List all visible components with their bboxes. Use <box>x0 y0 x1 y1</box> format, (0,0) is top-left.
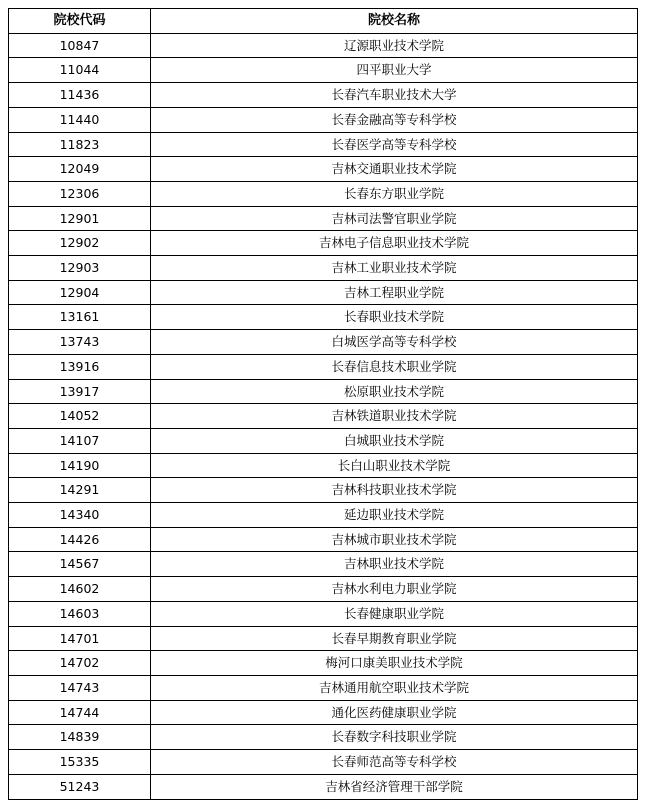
table-row <box>9 725 638 750</box>
table-row <box>9 774 638 799</box>
school-name-cell: 吉林通用航空职业技术学院 <box>151 675 638 700</box>
school-code-cell: 12904 <box>9 280 151 305</box>
school-code-cell: 12306 <box>9 181 151 206</box>
school-code-cell: 13916 <box>9 354 151 379</box>
school-name-cell: 吉林工业职业技术学院 <box>151 256 638 281</box>
table-row <box>9 404 638 429</box>
school-code-cell: 14839 <box>9 725 151 750</box>
school-name-cell: 长春师范高等专科学校 <box>151 750 638 775</box>
table-row <box>9 700 638 725</box>
school-code-cell: 14107 <box>9 428 151 453</box>
school-name-cell: 白城医学高等专科学校 <box>151 330 638 355</box>
school-code-cell: 13161 <box>9 305 151 330</box>
table-row <box>9 132 638 157</box>
table-row <box>9 256 638 281</box>
table-row <box>9 750 638 775</box>
school-name-cell: 吉林职业技术学院 <box>151 552 638 577</box>
school-code-cell: 10847 <box>9 33 151 58</box>
table-row <box>9 601 638 626</box>
school-code-cell: 12901 <box>9 206 151 231</box>
school-code-cell: 11044 <box>9 58 151 83</box>
table-row <box>9 379 638 404</box>
school-name-cell: 长春健康职业学院 <box>151 601 638 626</box>
school-name-cell: 四平职业大学 <box>151 58 638 83</box>
school-name-cell: 吉林铁道职业技术学院 <box>151 404 638 429</box>
school-name-cell: 吉林科技职业技术学院 <box>151 478 638 503</box>
school-code-cell: 12903 <box>9 256 151 281</box>
table-row <box>9 651 638 676</box>
school-code-cell: 14291 <box>9 478 151 503</box>
school-code-cell: 14744 <box>9 700 151 725</box>
school-name-cell: 梅河口康美职业技术学院 <box>151 651 638 676</box>
school-table <box>8 8 638 800</box>
table-row <box>9 181 638 206</box>
table-row <box>9 675 638 700</box>
school-code-cell: 12049 <box>9 157 151 182</box>
school-code-cell: 14701 <box>9 626 151 651</box>
school-code-cell: 13917 <box>9 379 151 404</box>
table-row <box>9 577 638 602</box>
table-body <box>9 33 638 799</box>
table-row <box>9 305 638 330</box>
school-name-cell: 辽源职业技术学院 <box>151 33 638 58</box>
school-name-cell: 白城职业技术学院 <box>151 428 638 453</box>
school-name-cell: 长春汽车职业技术大学 <box>151 83 638 108</box>
header-school-name: 院校名称 <box>151 9 638 34</box>
table-row <box>9 280 638 305</box>
table-row <box>9 330 638 355</box>
table-row <box>9 157 638 182</box>
table-row <box>9 107 638 132</box>
header-row <box>9 9 638 34</box>
table-row <box>9 58 638 83</box>
school-code-cell: 11436 <box>9 83 151 108</box>
school-name-cell: 长春早期教育职业学院 <box>151 626 638 651</box>
school-code-cell: 14602 <box>9 577 151 602</box>
school-name-cell: 吉林交通职业技术学院 <box>151 157 638 182</box>
school-name-cell: 吉林司法警官职业学院 <box>151 206 638 231</box>
school-code-cell: 15335 <box>9 750 151 775</box>
school-code-cell: 14052 <box>9 404 151 429</box>
table-row <box>9 33 638 58</box>
school-name-cell: 吉林省经济管理干部学院 <box>151 774 638 799</box>
table-row <box>9 231 638 256</box>
school-code-cell: 14567 <box>9 552 151 577</box>
school-name-cell: 长春医学高等专科学校 <box>151 132 638 157</box>
school-code-cell: 14603 <box>9 601 151 626</box>
school-name-cell: 长春职业技术学院 <box>151 305 638 330</box>
table-row <box>9 478 638 503</box>
table-row <box>9 626 638 651</box>
school-name-cell: 吉林水利电力职业学院 <box>151 577 638 602</box>
school-code-cell: 14340 <box>9 503 151 528</box>
school-code-cell: 51243 <box>9 774 151 799</box>
school-name-cell: 吉林电子信息职业技术学院 <box>151 231 638 256</box>
school-name-cell: 吉林城市职业技术学院 <box>151 527 638 552</box>
table-row <box>9 83 638 108</box>
school-code-cell: 11823 <box>9 132 151 157</box>
school-name-cell: 长白山职业技术学院 <box>151 453 638 478</box>
school-name-cell: 长春东方职业学院 <box>151 181 638 206</box>
table-row <box>9 354 638 379</box>
table-row <box>9 527 638 552</box>
school-code-cell: 14426 <box>9 527 151 552</box>
school-name-cell: 长春金融高等专科学校 <box>151 107 638 132</box>
header-school-code: 院校代码 <box>9 9 151 34</box>
school-name-cell: 延边职业技术学院 <box>151 503 638 528</box>
school-name-cell: 通化医药健康职业学院 <box>151 700 638 725</box>
school-code-cell: 14743 <box>9 675 151 700</box>
school-code-cell: 14702 <box>9 651 151 676</box>
school-code-cell: 14190 <box>9 453 151 478</box>
table-header <box>9 9 638 34</box>
school-code-cell: 12902 <box>9 231 151 256</box>
school-code-cell: 13743 <box>9 330 151 355</box>
school-name-cell: 长春数字科技职业学院 <box>151 725 638 750</box>
school-name-cell: 长春信息技术职业学院 <box>151 354 638 379</box>
table-row <box>9 453 638 478</box>
school-name-cell: 吉林工程职业学院 <box>151 280 638 305</box>
table-row <box>9 206 638 231</box>
school-code-cell: 11440 <box>9 107 151 132</box>
table-row <box>9 503 638 528</box>
table-row <box>9 552 638 577</box>
school-name-cell: 松原职业技术学院 <box>151 379 638 404</box>
table-row <box>9 428 638 453</box>
